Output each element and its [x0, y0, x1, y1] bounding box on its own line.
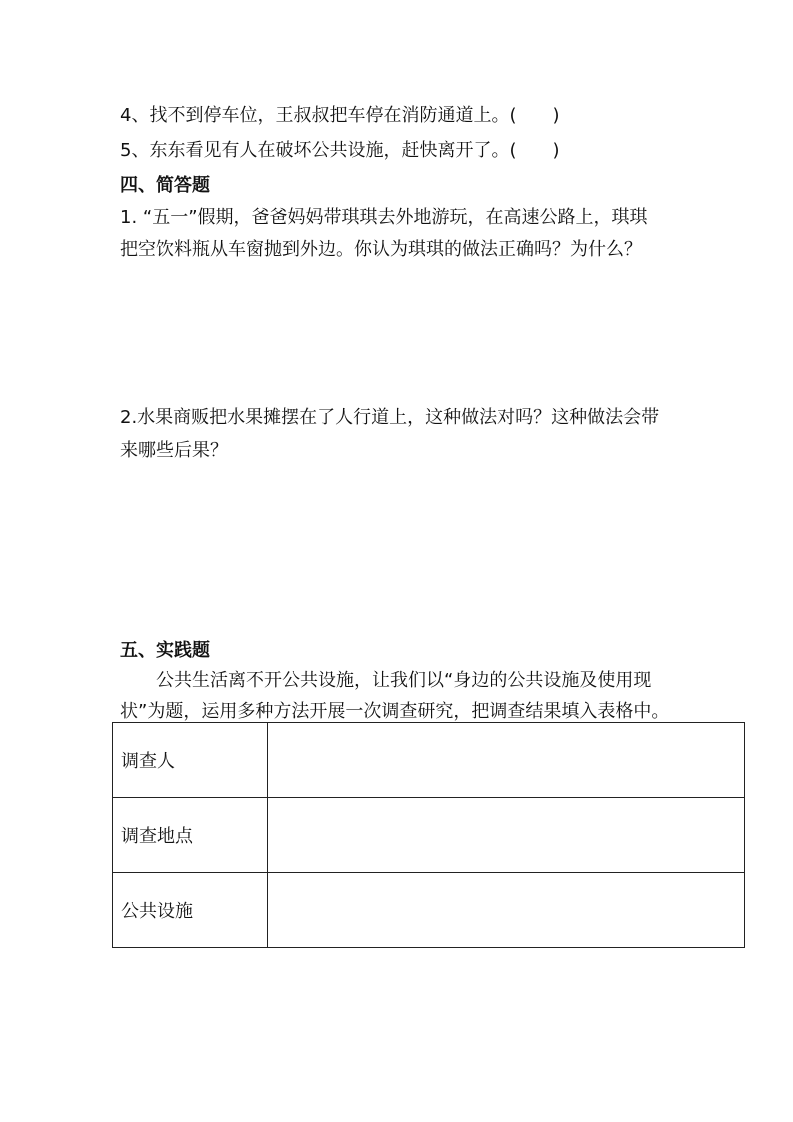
table-cell-label: 调查地点	[113, 798, 268, 873]
practice-intro: 公共生活离不开公共设施，让我们以“身边的公共设施及使用现状”为题，运用多种方法开展一次调查研究，把调查结果填入表格中。	[120, 670, 670, 722]
table-cell-label: 调查人	[113, 723, 268, 798]
survey-table	[112, 722, 745, 948]
question-1-line-1: 1. “五一”假期，爸爸妈妈带琪琪去外地游玩，在高速公路上，琪琪	[120, 207, 648, 228]
section-heading-practice: 五、实践题	[120, 640, 210, 661]
table-cell-value[interactable]	[268, 873, 745, 948]
question-2-line-1: 2.水果商贩把水果摊摆在了人行道上，这种做法对吗？这种做法会带	[120, 407, 660, 428]
judgement-item-4: 4、找不到停车位，王叔叔把车停在消防通道上。( )	[120, 105, 560, 126]
section-heading-short-answer: 四、简答题	[120, 175, 210, 196]
table-row	[113, 873, 745, 948]
table-cell-value[interactable]	[268, 798, 745, 873]
table-cell-value[interactable]	[268, 723, 745, 798]
judgement-item-5: 5、东东看见有人在破坏公共设施，赶快离开了。( )	[120, 140, 560, 161]
table-cell-label: 公共设施	[113, 873, 268, 948]
table-row	[113, 723, 745, 798]
question-2-line-2: 来哪些后果？	[120, 440, 228, 461]
question-1-line-2: 把空饮料瓶从车窗抛到外边。你认为琪琪的做法正确吗？为什么？	[120, 239, 642, 260]
table-row	[113, 798, 745, 873]
